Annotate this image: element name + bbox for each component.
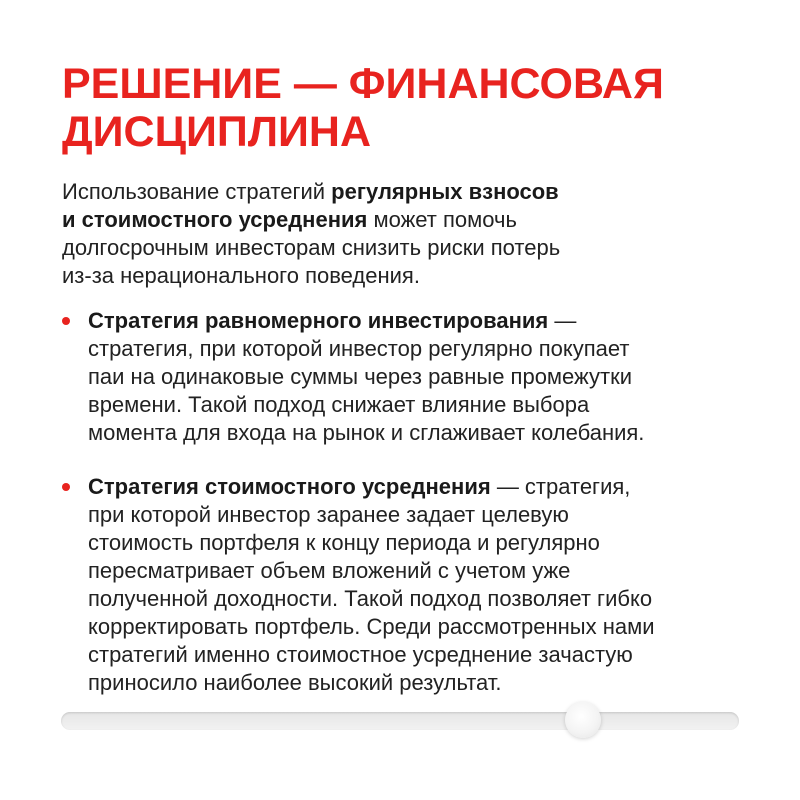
bullet-dot-icon [62,483,70,491]
list-item-text-line: при которой инвестор заранее задает целевую [88,502,569,527]
list-item-text-line: стоимость портфеля к концу периода и регулярно [88,530,600,555]
list-item-text-line: стратегия, при которой инвестор регулярно покупает [88,336,630,361]
list-item-lead: — стратегия, [490,474,631,499]
list-item-text-line: пересматривает объем вложений с учетом уже [88,558,571,583]
page-title [62,60,762,156]
list-item-text-line: паи на одинаковые суммы через равные промежутки [88,364,632,389]
strategy-list [62,307,752,697]
intro-line-2-text: может помочь [367,207,517,232]
slider-track[interactable] [61,712,739,730]
intro-line-1-bold: регулярных взносов [331,179,559,204]
list-item-heading: Стратегия стоимостного усреднения [88,474,491,499]
list-item-text-line: корректировать портфель. Среди рассмотренных нами [88,614,655,639]
intro-line-1-text: Использование стратегий [62,179,332,204]
page-progress-slider[interactable] [61,710,739,732]
list-item-heading-line [88,473,752,501]
slider-thumb[interactable] [565,702,601,738]
title-line-2: ДИСЦИПЛИНА [62,108,371,156]
list-item-text-line: момента для входа на рынок и сглаживает колебания. [88,420,645,445]
intro-paragraph [62,178,742,290]
list-item-lead: — [548,308,577,333]
intro-line-4: из-за нерационального поведения. [62,263,420,288]
list-item-text-line: стратегий именно стоимостное усреднение зачастую [88,642,633,667]
list-item-equal-investing [62,307,752,447]
list-item-text-line: приносило наиболее высокий результат. [88,670,502,695]
intro-line-1 [62,178,742,206]
intro-line-2 [62,206,742,234]
list-item-value-averaging [62,473,752,697]
list-item-heading-line [88,307,752,335]
list-item-text-line: полученной доходности. Такой подход позволяет гибко [88,586,653,611]
bullet-dot-icon [62,317,70,325]
list-item-heading: Стратегия равномерного инвестирования [88,308,549,333]
title-line-1: РЕШЕНИЕ — ФИНАНСОВАЯ [62,60,664,108]
list-item-text-line: времени. Такой подход снижает влияние выбора [88,392,590,417]
intro-line-3: долгосрочным инвесторам снизить риски потерь [62,235,561,260]
intro-line-2-bold: и стоимостного усреднения [62,207,368,232]
